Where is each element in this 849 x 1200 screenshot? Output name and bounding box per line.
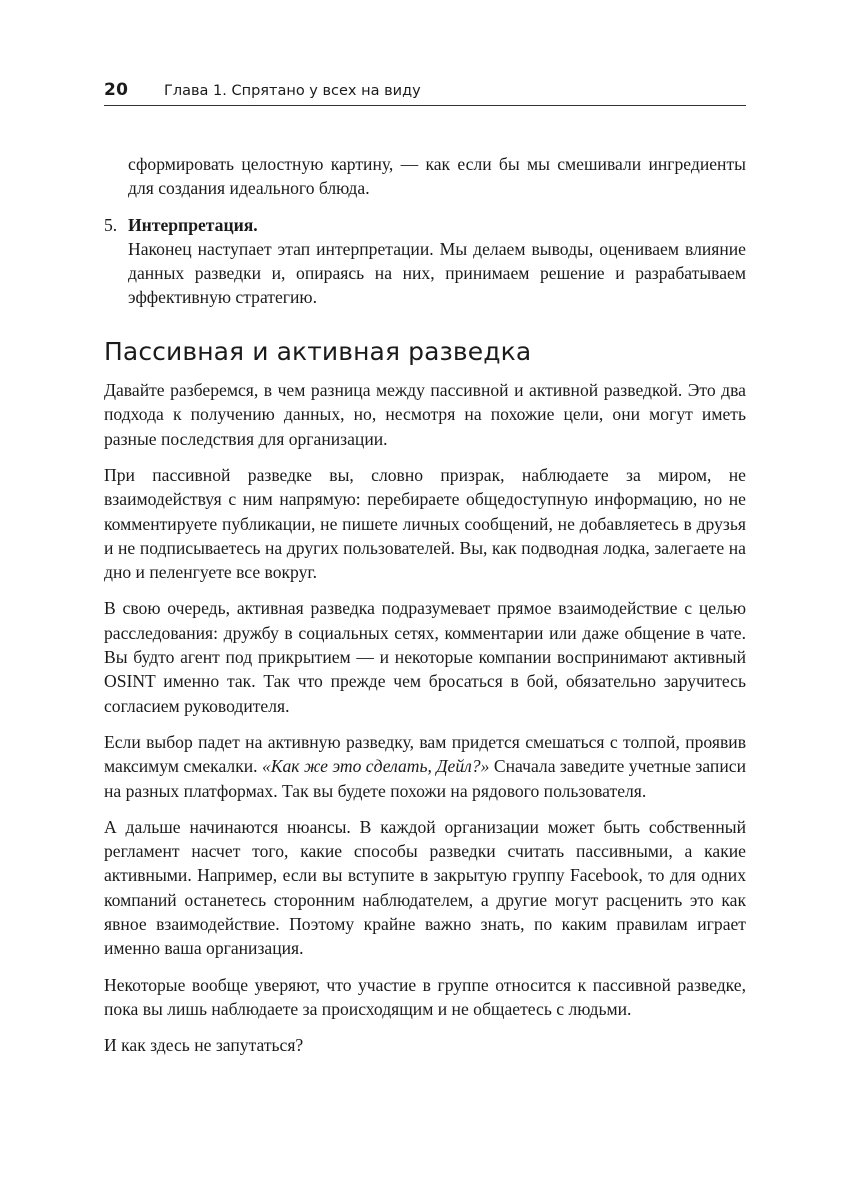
intro-paragraph: сформировать целостную картину, — как если бы мы смешивали ингредиенты для создания идеального блюда. xyxy=(128,154,746,199)
paragraph-3: В свою очередь, активная разведка подразумевает прямое взаимодействие с целью расследования: дружбу в социальных сетях, комментарии или даже общение в чате. Вы будто агент под прикрытием — и некоторые компании воспринимают активный OSINT именно так. Так что прежде чем бросаться в бой, обязательно заручитесь согласием руководителя. xyxy=(104,598,746,716)
running-head: Глава 1. Спрятано у всех на виду xyxy=(164,83,421,99)
list-number: 5. xyxy=(104,214,118,235)
paragraph-4-start: Если выбор падет на активную разведку, вам придется смешаться с толпой, проявив максимум смекалки. xyxy=(104,731,746,777)
page-body xyxy=(104,152,746,1070)
list-text: Наконец наступает этап интерпретации. Мы делаем выводы, оцениваем влияние данных разведки и, опираясь на них, принимаем решение и разрабатываем эффективную стратегию. xyxy=(128,238,746,308)
paragraph-7: И как здесь не запутаться? xyxy=(104,1035,304,1056)
list-item-interpretation xyxy=(104,213,746,310)
page-header xyxy=(104,80,746,106)
paragraph-1: Давайте разберемся, в чем разница между пассивной и активной разведкой. Это два подхода к получению данных, но, несмотря на похожие цели, они могут иметь разные последствия для организации. xyxy=(104,380,746,449)
paragraph-4-end: Сначала заведите учетные записи на разных платформах. Так вы будете похожи на рядового пользователя. xyxy=(104,756,746,801)
paragraph-2: При пассивной разведке вы, словно призрак, наблюдаете за миром, не взаимодействуя с ним напрямую: перебираете общедоступную информацию, но не комментируете публикации, не пишете личных сообщений, не добавляетесь в друзья и не подписываетесь на других пользователей. Вы, как подводная лодка, залегаете на дно и пеленгуете все вокруг. xyxy=(104,464,746,583)
paragraph-6: Некоторые вообще уверяют, что участие в группе относится к пассивной разведке, пока вы лишь наблюдаете за происходящим и не общаетесь с людьми. xyxy=(104,974,746,1019)
paragraph-4 xyxy=(104,730,746,803)
list-title: Интерпретация. xyxy=(128,214,258,235)
paragraph-5: А дальше начинаются нюансы. В каждой организации может быть собственный регламент насчет того, какие способы разведки считать пассивными, а какие активными. Например, если вы вступите в закрытую группу Facebook, то для одних компаний останетесь сторонним наблюдателем, а другие могут расценить это как явное взаимодействие. Поэтому крайне важно знать, по каким правилам играет именно ваша организация. xyxy=(104,816,746,959)
list-content xyxy=(128,213,746,310)
section-heading: Пассивная и активная разведка xyxy=(104,336,532,366)
paragraph-4-quote: «Как же это сделать, Дейл?» xyxy=(262,756,490,777)
page-number: 20 xyxy=(104,80,129,100)
